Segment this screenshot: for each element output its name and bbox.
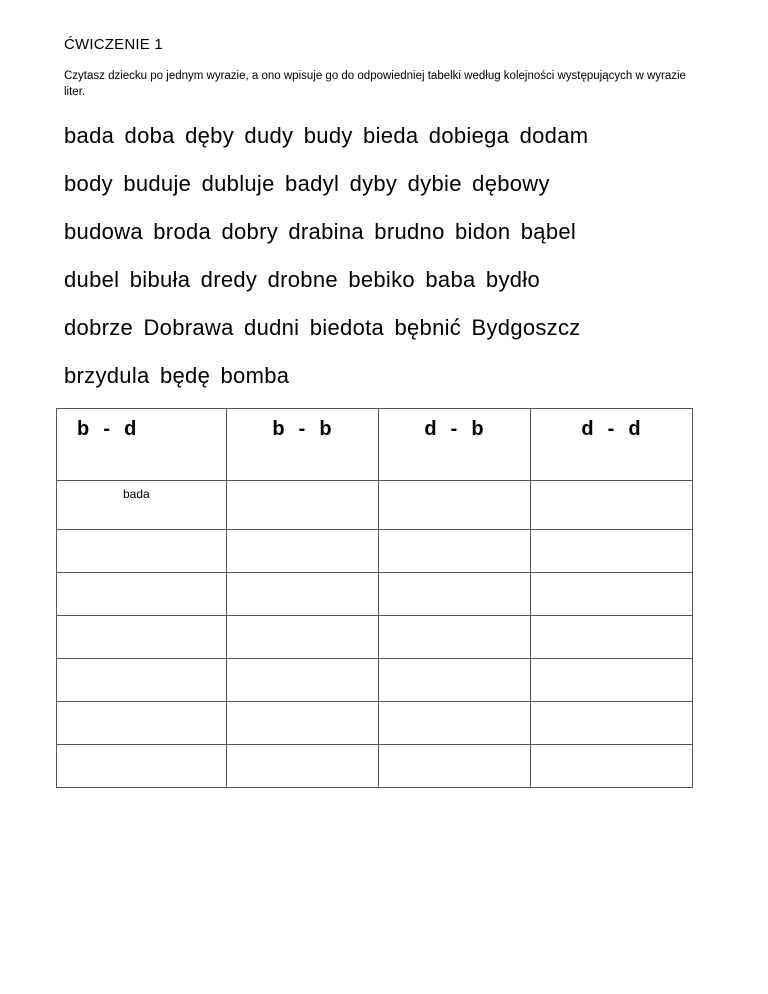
table-cell[interactable]: [57, 702, 227, 745]
column-header-b-d: b - d: [57, 409, 227, 481]
table-cell[interactable]: [57, 616, 227, 659]
table-cell[interactable]: [227, 481, 379, 530]
column-header-d-b: d - b: [379, 409, 531, 481]
table-header-row: [57, 409, 693, 481]
table-row: [57, 745, 693, 788]
table-cell[interactable]: [531, 745, 693, 788]
table-cell[interactable]: [379, 659, 531, 702]
table-cell[interactable]: [379, 745, 531, 788]
table-cell[interactable]: [531, 659, 693, 702]
table-cell[interactable]: [379, 702, 531, 745]
word-line: bada doba dęby dudy budy bieda dobiega dodam: [64, 123, 589, 148]
table-cell[interactable]: [379, 530, 531, 573]
table-cell[interactable]: [379, 481, 531, 530]
table-cell[interactable]: [379, 616, 531, 659]
table-row: [57, 702, 693, 745]
word-list: [64, 112, 754, 400]
column-header-d-d: d - d: [531, 409, 693, 481]
table-cell[interactable]: bada: [57, 481, 227, 530]
table-cell[interactable]: [531, 530, 693, 573]
table-row: [57, 530, 693, 573]
word-line: dubel bibuła dredy drobne bebiko baba bydło: [64, 267, 541, 292]
word-line: dobrze Dobrawa dudni biedota bębnić Bydgoszcz: [64, 315, 581, 340]
exercise-title: ĆWICZENIE 1: [64, 36, 163, 53]
table-cell[interactable]: [227, 573, 379, 616]
table-row: [57, 481, 693, 530]
sorting-table: [56, 408, 693, 788]
table-cell[interactable]: [57, 573, 227, 616]
table-cell[interactable]: [227, 530, 379, 573]
table-cell[interactable]: [379, 573, 531, 616]
table-cell[interactable]: [531, 481, 693, 530]
column-header-b-b: b - b: [227, 409, 379, 481]
table-row: [57, 659, 693, 702]
table-row: [57, 616, 693, 659]
table-cell[interactable]: [227, 616, 379, 659]
word-line: body buduje dubluje badyl dyby dybie dębowy: [64, 171, 550, 196]
table-cell[interactable]: [531, 616, 693, 659]
word-line: brzydula będę bomba: [64, 363, 290, 388]
table-row: [57, 573, 693, 616]
word-line: budowa broda dobry drabina brudno bidon bąbel: [64, 219, 577, 244]
table-cell[interactable]: [57, 530, 227, 573]
table-cell[interactable]: [227, 702, 379, 745]
table-cell[interactable]: [531, 573, 693, 616]
table-cell[interactable]: [531, 702, 693, 745]
table-cell[interactable]: [57, 745, 227, 788]
table-cell[interactable]: [227, 745, 379, 788]
instructions-text: Czytasz dziecku po jednym wyrazie, a ono wpisuje go do odpowiedniej tabelki według kolejności występujących w wyrazie liter.: [64, 70, 686, 98]
table-cell[interactable]: [227, 659, 379, 702]
table-cell[interactable]: [57, 659, 227, 702]
